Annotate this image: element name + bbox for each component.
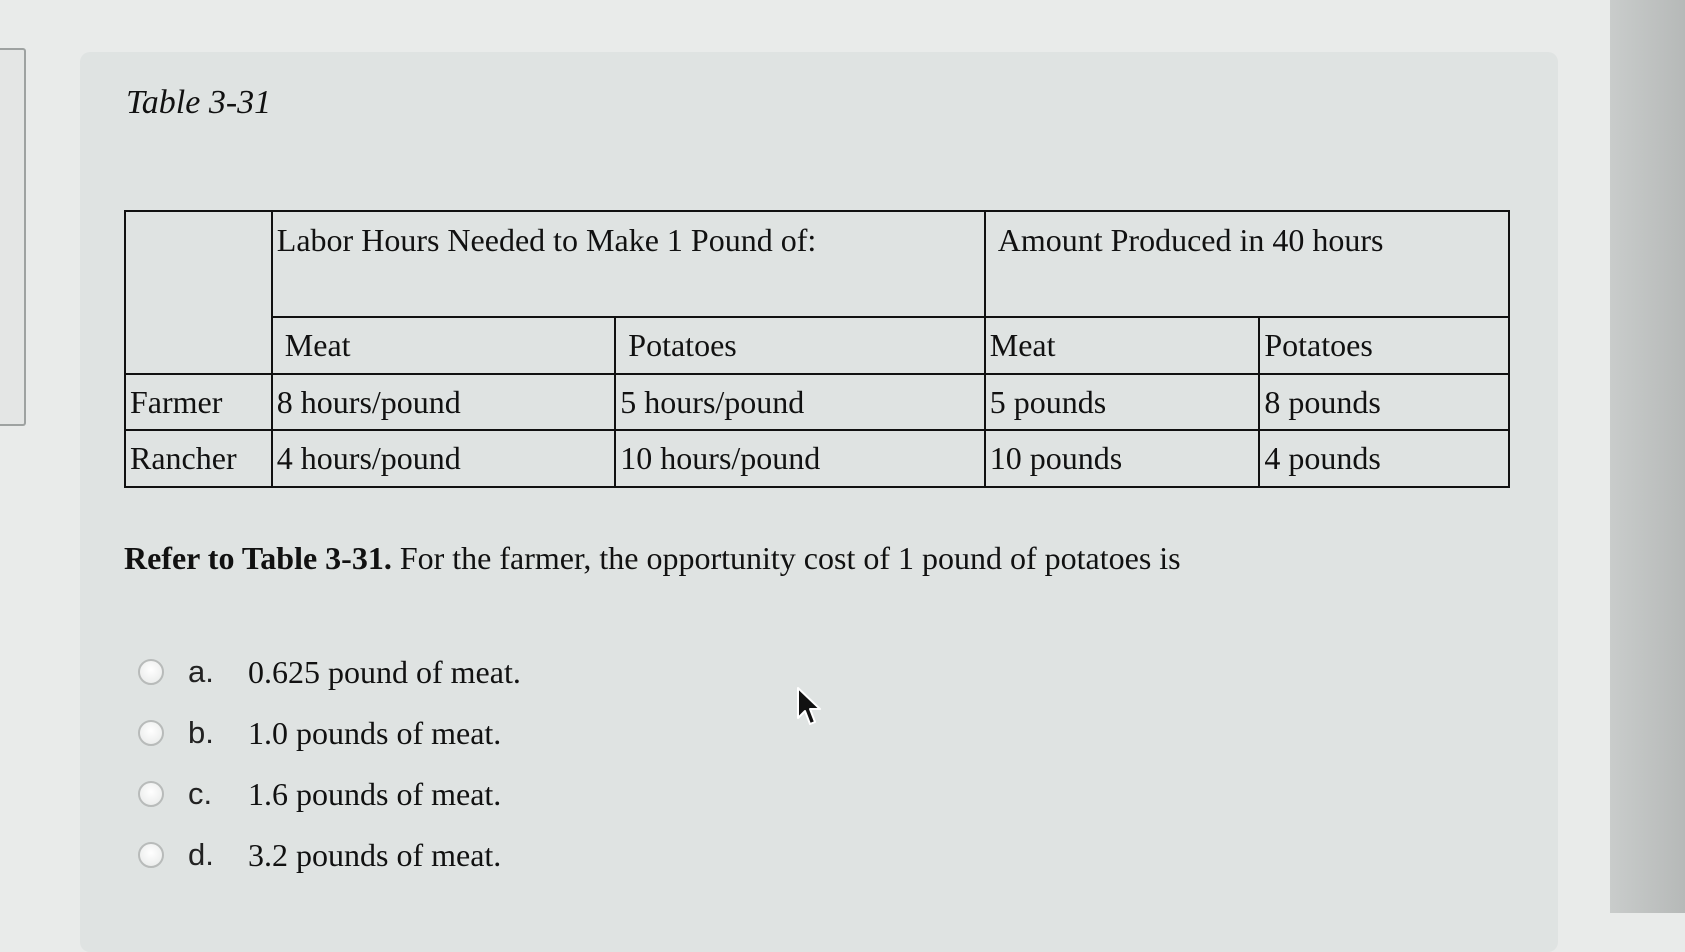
option-text: 1.6 pounds of meat. [248, 775, 502, 812]
radio-button-a[interactable] [138, 659, 164, 685]
subheader-meat-hours: Meat [272, 317, 615, 374]
table-row [125, 374, 1509, 431]
question-body: For the farmer, the opportunity cost of 1 pound of potatoes is [391, 540, 1181, 576]
question-card [80, 52, 1558, 952]
mouse-cursor-icon [796, 686, 826, 728]
option-text: 3.2 pounds of meat. [248, 836, 502, 873]
side-panel-tab[interactable] [0, 48, 26, 426]
option-letter: d. [188, 837, 214, 872]
option-text: 0.625 pound of meat. [248, 653, 521, 690]
option-b[interactable] [138, 711, 738, 755]
table-cell: 8 hours/pound [272, 374, 615, 431]
radio-button-c[interactable] [138, 781, 164, 807]
row-label-rancher: Rancher [125, 430, 272, 487]
option-letter: b. [188, 715, 214, 750]
question-table-reference: Refer to Table 3-31. [124, 540, 392, 576]
table-subheader-row [125, 317, 1509, 374]
header-amount-produced: Amount Produced in 40 hours [985, 211, 1509, 317]
table-header-group-row [125, 211, 1509, 317]
option-a[interactable] [138, 650, 738, 694]
question-text [124, 540, 1181, 577]
table-cell: 4 hours/pound [272, 430, 615, 487]
option-letter: c. [188, 776, 213, 811]
table-cell: 10 pounds [985, 430, 1260, 487]
data-table [124, 210, 1510, 488]
subheader-potatoes-amount: Potatoes [1259, 317, 1509, 374]
header-labor-hours: Labor Hours Needed to Make 1 Pound of: [272, 211, 985, 317]
row-label-farmer: Farmer [125, 374, 272, 431]
empty-corner-cell [125, 211, 272, 374]
option-c[interactable] [138, 772, 738, 816]
table-cell: 5 pounds [985, 374, 1260, 431]
option-text: 1.0 pounds of meat. [248, 714, 502, 751]
subheader-meat-amount: Meat [985, 317, 1260, 374]
option-d[interactable] [138, 833, 738, 877]
screen-edge [1610, 0, 1685, 913]
table-cell: 8 pounds [1259, 374, 1509, 431]
radio-button-d[interactable] [138, 842, 164, 868]
table-cell: 10 hours/pound [615, 430, 984, 487]
table-cell: 4 pounds [1259, 430, 1509, 487]
table-row [125, 430, 1509, 487]
subheader-potatoes-hours: Potatoes [615, 317, 984, 374]
table-cell: 5 hours/pound [615, 374, 984, 431]
option-letter: a. [188, 654, 214, 689]
radio-button-b[interactable] [138, 720, 164, 746]
table-title: Table 3-31 [126, 84, 272, 121]
